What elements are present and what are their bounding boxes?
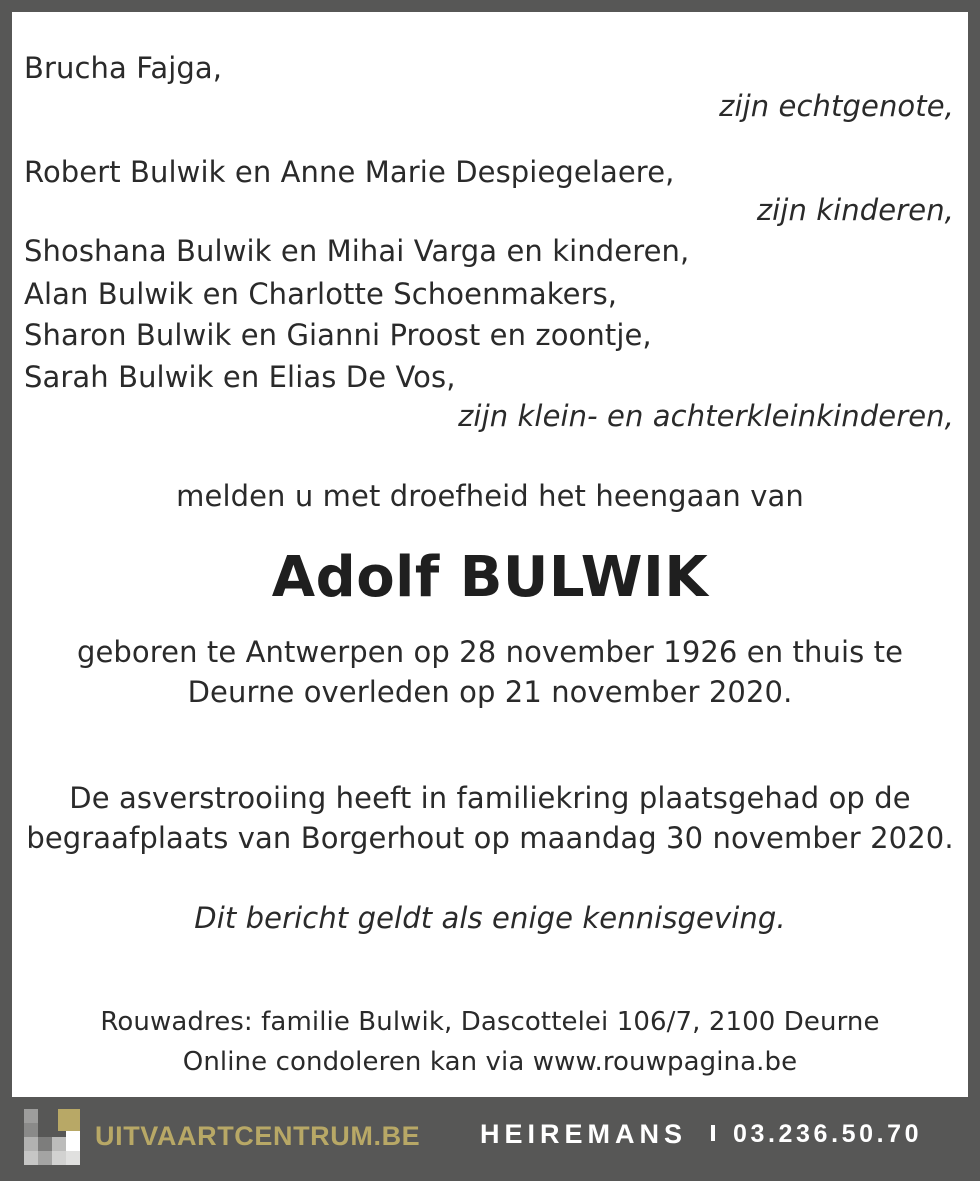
footer-banner — [0, 1097, 980, 1181]
grandchildren-role: zijn klein- en achterkleinkinderen, — [458, 399, 954, 433]
birth-death-line: geboren te Antwerpen op 28 november 1926 en thuis te — [76, 635, 904, 669]
ceremony-line: De asverstrooiing heeft in familiekring plaatsgehad op de — [69, 781, 911, 815]
deceased-name: Adolf BULWIK — [271, 545, 709, 610]
uitvaartcentrum-logo-icon — [24, 1109, 80, 1165]
grandchild-line: Shoshana Bulwik en Mihai Varga en kinderen, — [24, 234, 690, 268]
online-condolence: Online condoleren kan via www.rouwpagina.be — [182, 1047, 798, 1077]
birth-death-line: Deurne overleden op 21 november 2020. — [187, 675, 793, 709]
grandchild-line: Sarah Bulwik en Elias De Vos, — [24, 360, 456, 394]
grandchild-line: Alan Bulwik en Charlotte Schoenmakers, — [24, 277, 618, 311]
spouse-role: zijn echtgenote, — [719, 89, 954, 123]
children-role: zijn kinderen, — [756, 193, 954, 227]
children-names: Robert Bulwik en Anne Marie Despiegelaere, — [24, 155, 675, 189]
ceremony-line: begraafplaats van Borgerhout op maandag 30 november 2020. — [26, 821, 954, 855]
company-name: HEIREMANS — [480, 1119, 688, 1149]
grandchild-line: Sharon Bulwik en Gianni Proost en zoontje, — [24, 318, 652, 352]
mourning-address: Rouwadres: familie Bulwik, Dascottelei 106/7, 2100 Deurne — [100, 1007, 880, 1037]
footer-separator — [711, 1125, 715, 1141]
notice-text: Dit bericht geldt als enige kennisgeving. — [194, 901, 786, 935]
phone-number: 03.236.50.70 — [733, 1120, 923, 1148]
obituary-card — [12, 12, 968, 1097]
spouse-name: Brucha Fajga, — [24, 51, 223, 85]
brand-name: UITVAARTCENTRUM.BE — [95, 1121, 421, 1151]
announcement-text: melden u met droefheid het heengaan van — [176, 479, 804, 513]
